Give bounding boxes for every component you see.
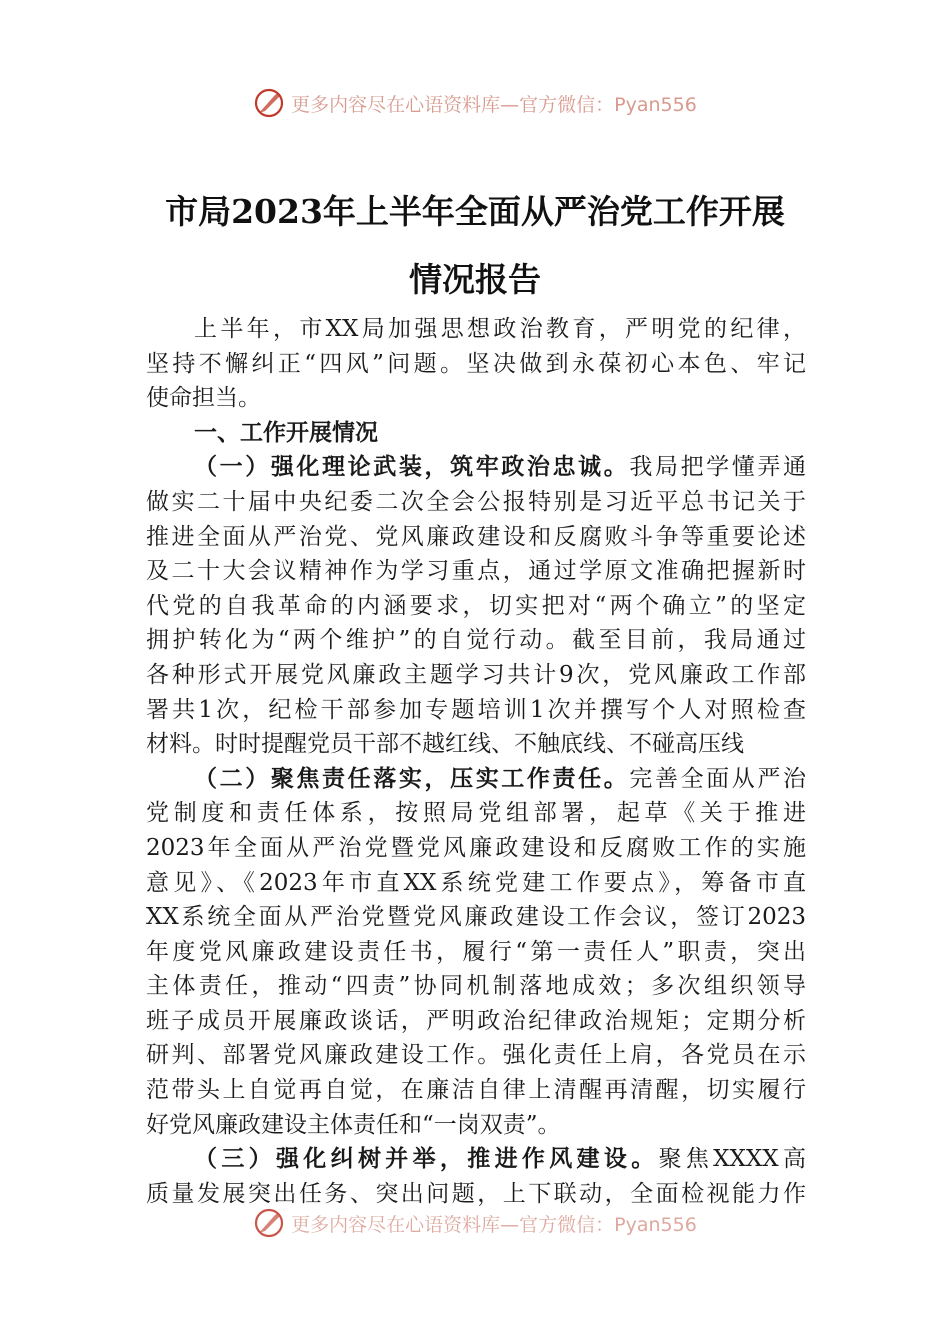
- para1-lead: （一）强化理论武装，筑牢政治忠诚。: [194, 453, 630, 481]
- intro-line: 上半年，市XX局加强思想政治教育，严明党的纪律，: [194, 316, 806, 342]
- para3-lead: （三）强化纠树并举，推进作风建设。: [194, 1145, 659, 1173]
- para2-line: 2023年全面从严治党暨党风廉政建设和反腐败工作的实施: [146, 834, 806, 861]
- para2-line: 主体责任，推动“四责”协同机制落地成效；多次组织领导: [146, 973, 806, 1000]
- para2-lead: （二）聚焦责任落实，压实工作责任。: [194, 764, 630, 792]
- para2-line: XX系统全面从严治党暨党风廉政建设工作会议，签订2023: [146, 904, 806, 931]
- report-body: [146, 312, 806, 1211]
- para3-first-line: [146, 1142, 806, 1177]
- para2-line: 班子成员开展廉政谈话，严明政治纪律政治规矩；定期分析: [146, 1007, 806, 1034]
- para1-line: 代党的自我革命的内涵要求，切实把对“两个确立”的坚定: [146, 592, 806, 619]
- watermark-header: [0, 86, 950, 120]
- para2-line: 党制度和责任体系，按照局党组部署，起草《关于推进: [146, 800, 806, 827]
- para2-lead-rest: 完善全面从严治: [629, 765, 806, 792]
- intro-line: 坚持不懈纠正“四风”问题。坚决做到永葆初心本色、牢记: [146, 350, 806, 377]
- para1-lead-rest: 我局把学懂弄通: [629, 454, 806, 481]
- para3-line: 质量发展突出任务、突出问题，上下联动，全面检视能力作: [146, 1180, 806, 1207]
- para2-line: 范带头上自觉再自觉，在廉洁自律上清醒再清醒，切实履行: [146, 1077, 806, 1104]
- para1-line: 及二十大会议精神作为学习重点，通过学原文准确把握新时: [146, 558, 806, 585]
- watermark-text: 更多内容尽在心语资料库—官方微信：Pyan556: [291, 93, 697, 116]
- para1-first-line: [146, 450, 806, 485]
- watermark-text: 更多内容尽在心语资料库—官方微信：Pyan556: [291, 1213, 697, 1236]
- para1-line: 做实二十届中央纪委二次全会公报特别是习近平总书记关于: [146, 488, 806, 515]
- para2-first-line: [146, 762, 806, 797]
- intro-line: 使命担当。: [146, 385, 261, 412]
- report-title-line-2: 情况报告: [409, 260, 541, 299]
- para1-line: 推进全面从严治党、党风廉政建设和反腐败斗争等重要论述: [146, 523, 806, 550]
- para2-line: 好党风廉政建设主体责任和“一岗双责”。: [146, 1111, 561, 1138]
- para1-line: 拥护转化为“两个维护”的自觉行动。截至目前，我局通过: [146, 627, 806, 654]
- para2-line: 意见》、《2023年市直XX系统党建工作要点》，筹备市直: [146, 869, 806, 896]
- quill-logo-icon: [253, 1207, 285, 1239]
- section-heading-1: 一、工作开展情况: [194, 419, 378, 446]
- para2-line: 年度党风廉政建设责任书，履行“第一责任人”职责，突出: [146, 938, 806, 965]
- para3-lead-rest: 聚焦XXXX高: [658, 1146, 806, 1173]
- watermark-footer: [0, 1206, 950, 1240]
- para1-line: 材料。时时提醒党员干部不越红线、不触底线、不碰高压线: [146, 731, 744, 758]
- para2-line: 研判、部署党风廉政建设工作。强化责任上肩，各党员在示: [146, 1042, 806, 1069]
- report-title-line-1: 市局2023年上半年全面从严治党工作开展: [165, 192, 785, 231]
- para1-line: 署共1次，纪检干部参加专题培训1次并撰写个人对照检查: [146, 696, 806, 723]
- para1-line: 各种形式开展党风廉政主题学习共计9次，党风廉政工作部: [146, 661, 806, 688]
- quill-logo-icon: [253, 87, 285, 119]
